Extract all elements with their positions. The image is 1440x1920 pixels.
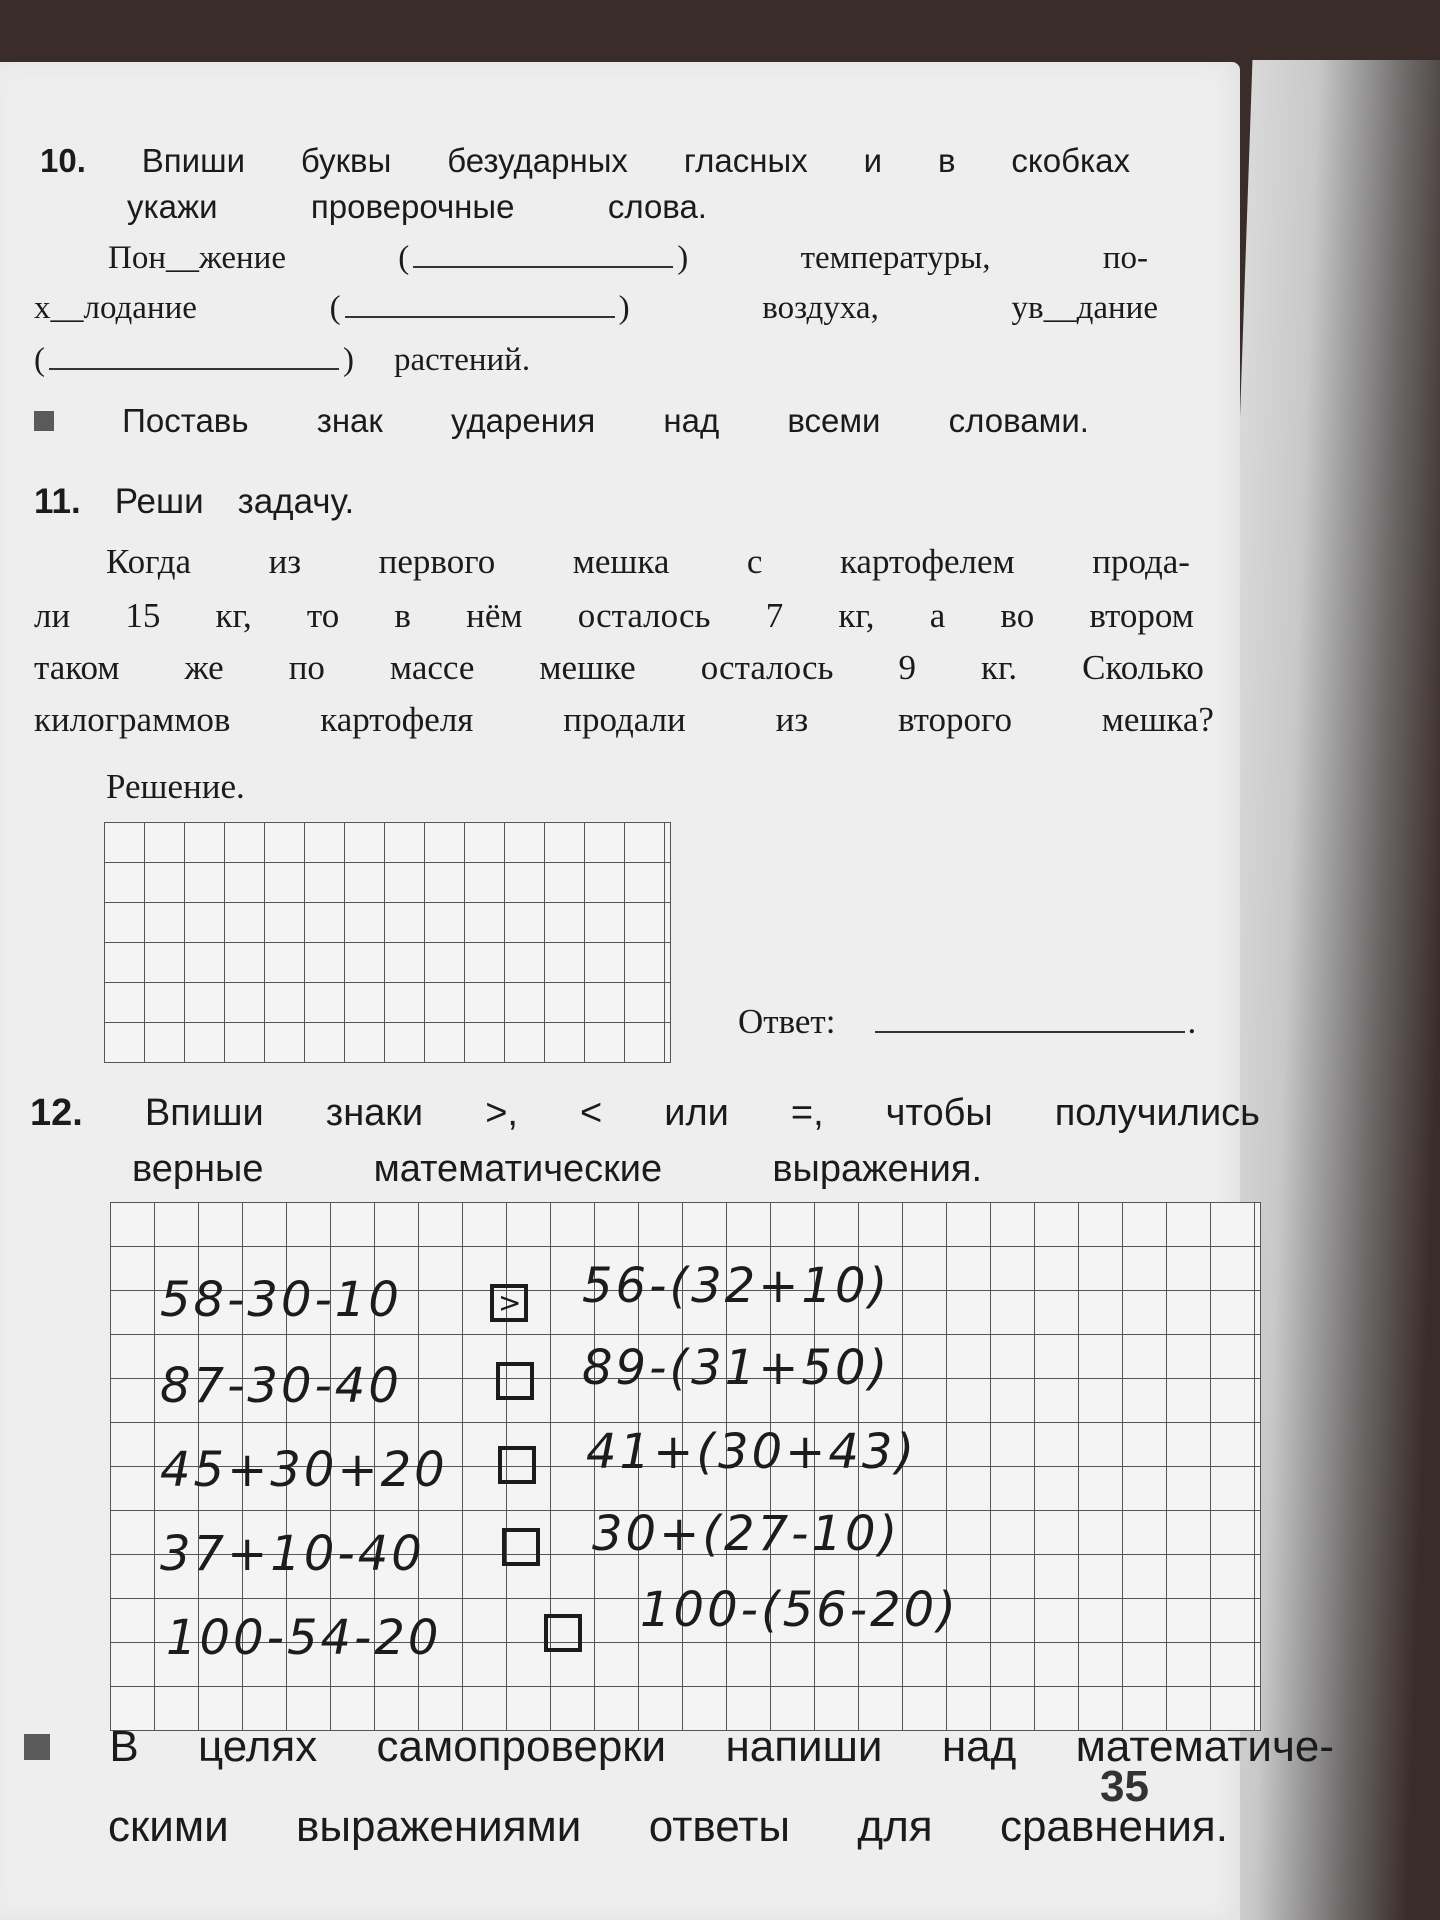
word: осталось bbox=[577, 596, 711, 635]
word: Реши bbox=[114, 482, 204, 521]
word: >, bbox=[485, 1092, 518, 1134]
word: знак bbox=[316, 402, 383, 439]
word: мешке bbox=[539, 648, 636, 687]
check-word-blank[interactable] bbox=[413, 266, 673, 268]
word: задачу. bbox=[237, 482, 355, 521]
word: математические bbox=[373, 1148, 663, 1190]
word: продали bbox=[563, 700, 686, 739]
word: по bbox=[288, 648, 325, 687]
word: скобках bbox=[1011, 142, 1130, 179]
answer-paren-1: ( ) bbox=[398, 240, 689, 276]
word: ударения bbox=[450, 402, 596, 439]
bullet-square-icon bbox=[34, 411, 54, 431]
expression-right: 89-(31+50) bbox=[582, 1340, 891, 1396]
word: Когда bbox=[106, 542, 192, 581]
task11-p2 bbox=[34, 596, 1194, 636]
answer-dot: . bbox=[1187, 1002, 1197, 1041]
task11-p1 bbox=[106, 542, 1190, 582]
word: Сколько bbox=[1082, 648, 1204, 687]
task10-bullet bbox=[34, 402, 1089, 440]
word: слова. bbox=[607, 188, 707, 225]
word: из bbox=[775, 700, 809, 739]
word: над bbox=[663, 402, 720, 439]
task10-row2 bbox=[34, 290, 1158, 327]
word: в bbox=[394, 596, 411, 635]
word: 15 bbox=[125, 596, 161, 635]
word: самопроверки bbox=[376, 1722, 667, 1771]
word: буквы bbox=[300, 142, 392, 179]
answer-paren-2: ( ) bbox=[329, 290, 630, 326]
word: втором bbox=[1089, 596, 1194, 635]
word: или bbox=[664, 1092, 729, 1134]
word: в bbox=[937, 142, 956, 179]
task10-row3 bbox=[34, 342, 530, 379]
word: же bbox=[184, 648, 224, 687]
word: получились bbox=[1054, 1092, 1260, 1134]
expression-left: 45+30+20 bbox=[160, 1442, 448, 1498]
task12-bullet-line2 bbox=[108, 1802, 1228, 1852]
comparison-box[interactable] bbox=[498, 1446, 536, 1484]
word: кг, bbox=[215, 596, 252, 635]
word: В bbox=[109, 1722, 139, 1771]
word: укажи bbox=[127, 188, 218, 225]
task12-line1 bbox=[30, 1092, 1260, 1135]
word: математиче- bbox=[1075, 1722, 1334, 1771]
word: проверочные bbox=[310, 188, 515, 225]
expression-left: 58-30-10 bbox=[160, 1272, 402, 1328]
word: второго bbox=[897, 700, 1012, 739]
bullet-square-icon bbox=[24, 1734, 50, 1760]
solution-label: Решение. bbox=[106, 767, 245, 806]
word: по- bbox=[1102, 240, 1148, 276]
word: чтобы bbox=[885, 1092, 993, 1134]
expression-right: 56-(32+10) bbox=[582, 1258, 891, 1314]
word: Впиши bbox=[141, 142, 246, 179]
word: прода- bbox=[1092, 542, 1190, 581]
task10-number: 10. bbox=[40, 142, 86, 179]
answer-paren-3: ( ) bbox=[34, 342, 354, 378]
task10-line1 bbox=[40, 142, 1130, 180]
word: безударных bbox=[447, 142, 628, 179]
word-with-gap: ув__дание bbox=[1011, 290, 1158, 326]
expression-right: 100-(56-20) bbox=[640, 1582, 959, 1638]
task10-line2 bbox=[127, 188, 707, 226]
word: температуры, bbox=[800, 240, 991, 276]
comparison-box[interactable] bbox=[496, 1362, 534, 1400]
word: во bbox=[1000, 596, 1035, 635]
expression-right: 30+(27-10) bbox=[592, 1506, 901, 1562]
word: растений. bbox=[394, 342, 531, 378]
word: первого bbox=[378, 542, 496, 581]
word: ли bbox=[34, 596, 71, 635]
word: воздуха, bbox=[762, 290, 879, 326]
word: осталось bbox=[700, 648, 834, 687]
word: скими bbox=[108, 1802, 229, 1851]
word: а bbox=[929, 596, 946, 635]
word: =, bbox=[790, 1092, 824, 1134]
word: кг. bbox=[980, 648, 1018, 687]
word: с bbox=[746, 542, 763, 581]
word: мешка bbox=[572, 542, 670, 581]
task12-number: 12. bbox=[30, 1092, 83, 1134]
answer-label: Ответ: bbox=[738, 1002, 836, 1041]
word: таком bbox=[34, 648, 120, 687]
word: словами. bbox=[948, 402, 1089, 439]
word-with-gap: Пон__жение bbox=[108, 240, 286, 276]
word: то bbox=[306, 596, 340, 635]
comparison-box[interactable] bbox=[544, 1614, 582, 1652]
word-with-gap: х__лодание bbox=[34, 290, 197, 326]
word: ответы bbox=[648, 1802, 791, 1851]
greater-than-mark: > bbox=[498, 1286, 522, 1319]
page-number: 35 bbox=[1100, 1762, 1149, 1811]
task10-row1 bbox=[108, 240, 1148, 277]
comparison-box[interactable] bbox=[490, 1284, 528, 1322]
check-word-blank[interactable] bbox=[49, 368, 339, 370]
word: нём bbox=[466, 596, 523, 635]
word: выражениями bbox=[296, 1802, 582, 1851]
word: 7 bbox=[765, 596, 784, 635]
word: и bbox=[863, 142, 883, 179]
task11-number: 11. bbox=[34, 482, 81, 521]
word: килограммов bbox=[34, 700, 231, 739]
word: 9 bbox=[898, 648, 916, 687]
word: сравнения. bbox=[999, 1802, 1228, 1851]
word: целях bbox=[197, 1722, 318, 1771]
task12-line2 bbox=[132, 1148, 982, 1191]
word: Впиши bbox=[144, 1092, 264, 1134]
word: верные bbox=[132, 1148, 264, 1190]
expression-left: 100-54-20 bbox=[166, 1610, 442, 1666]
word: всеми bbox=[787, 402, 881, 439]
answer-row bbox=[738, 1002, 1196, 1042]
word: картофеля bbox=[320, 700, 474, 739]
expression-right: 41+(30+43) bbox=[586, 1424, 918, 1480]
expression-left: 87-30-40 bbox=[160, 1358, 402, 1414]
answer-blank[interactable] bbox=[875, 1031, 1185, 1033]
task11-heading bbox=[34, 482, 354, 522]
word: мешка? bbox=[1101, 700, 1214, 739]
expression-left: 37+10-40 bbox=[160, 1526, 425, 1582]
task11-p3 bbox=[34, 648, 1204, 688]
word: картофелем bbox=[839, 542, 1015, 581]
word: Поставь bbox=[122, 402, 249, 439]
comparison-box[interactable] bbox=[502, 1528, 540, 1566]
word: выражения. bbox=[772, 1148, 982, 1190]
word: гласных bbox=[683, 142, 808, 179]
check-word-blank[interactable] bbox=[345, 316, 615, 318]
word: знаки bbox=[325, 1092, 424, 1134]
word: из bbox=[268, 542, 302, 581]
word: для bbox=[857, 1802, 933, 1851]
word: < bbox=[579, 1092, 603, 1134]
word: над bbox=[941, 1722, 1017, 1771]
solution-label-row bbox=[106, 767, 245, 807]
workbook-page bbox=[0, 62, 1334, 1920]
task11-p4 bbox=[34, 700, 1214, 740]
solution-grid[interactable] bbox=[104, 822, 671, 1063]
word: кг, bbox=[838, 596, 875, 635]
word: массе bbox=[389, 648, 475, 687]
word: напиши bbox=[725, 1722, 883, 1771]
